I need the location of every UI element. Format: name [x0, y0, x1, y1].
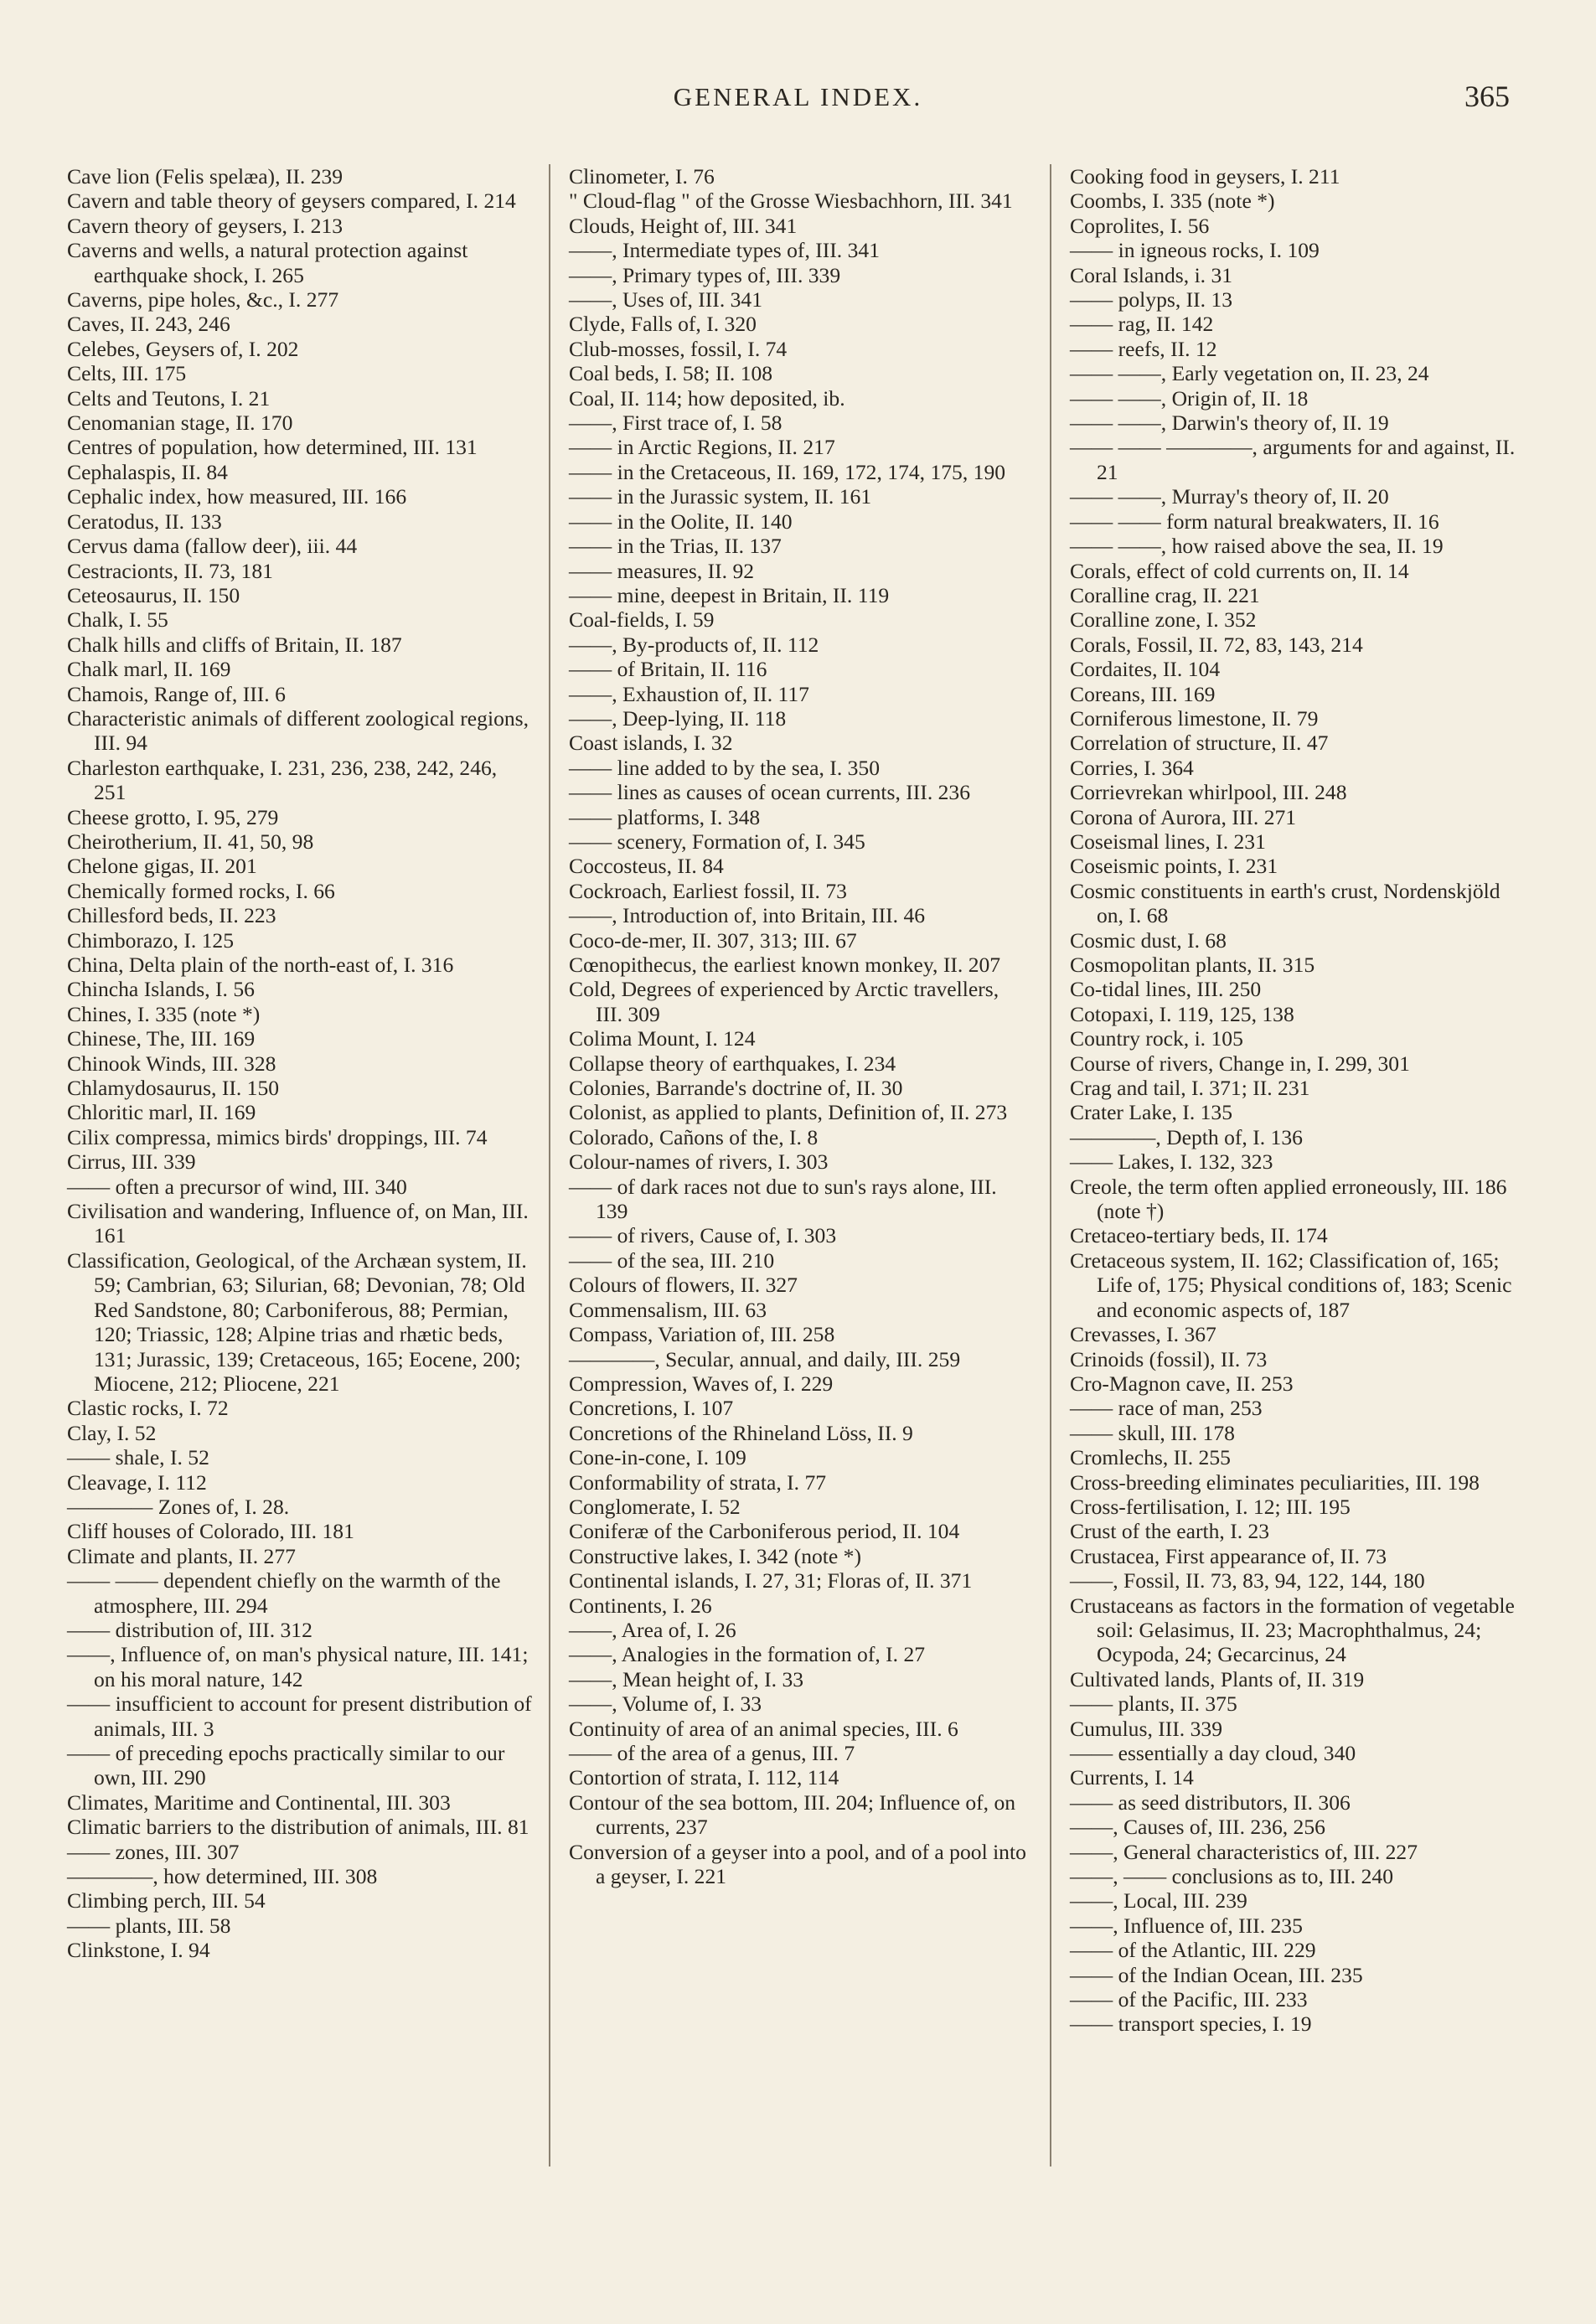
index-entry: ——, First trace of, I. 58 [569, 411, 783, 436]
index-entry: ——, —— conclusions as to, III. 240 [1070, 1864, 1393, 1889]
index-entry: Colour-names of rivers, I. 303 [569, 1149, 829, 1175]
index-entry: Chamois, Range of, III. 6 [67, 681, 286, 706]
index-entry: ——, Influence of, on man's physical nature, III. 141; on his moral nature, 142 [67, 1642, 529, 1691]
index-entry: —— transport species, I. 19 [1070, 2012, 1312, 2037]
index-entry: Chillesford beds, II. 223 [67, 903, 276, 928]
index-entry: Coccosteus, II. 84 [569, 854, 724, 879]
running-title: GENERAL INDEX. [673, 82, 923, 111]
index-entry: Cestracionts, II. 73, 181 [67, 558, 273, 583]
index-entry: Creole, the term often applied erroneously, III. 186 (note †) [1070, 1174, 1507, 1224]
index-entry: Coralline crag, II. 221 [1070, 582, 1260, 607]
index-entry: Cordaites, II. 104 [1070, 657, 1221, 682]
index-entry: Characteristic animals of different zoological regions, III. 94 [67, 705, 529, 756]
index-entry: Concretions of the Rhineland Löss, II. 9 [569, 1420, 913, 1445]
index-entry: Coal beds, I. 58; II. 108 [569, 361, 773, 386]
index-entry: Cockroach, Earliest fossil, II. 73 [569, 878, 847, 903]
index-entry: Cultivated lands, Plants of, II. 319 [1070, 1666, 1365, 1691]
index-entry: —— lines as causes of ocean currents, III. 236 [569, 780, 971, 805]
index-entry: —— in the Oolite, II. 140 [569, 509, 793, 534]
index-entry: Coal-fields, I. 59 [569, 607, 715, 633]
index-entry: Cephalic index, how measured, III. 166 [67, 484, 407, 509]
index-entry: Classification, Geological, of the Archæan system, II. 59; Cambrian, 63; Silurian, 68; Devonian, 78; Old Red Sandstone, 80; Carboniferous, 88; Permian, 120; Triassic, 128; Alpine trias and rhætic beds, 131; Jurassic, 139; Cretaceous, 165; Eocene, 200; Miocene, 212; Pliocene, 221 [67, 1247, 527, 1396]
index-entry: —— of the area of a genus, III. 7 [569, 1741, 855, 1765]
index-entry: Conglomerate, I. 52 [569, 1494, 741, 1519]
index-entry: Ceteosaurus, II. 150 [67, 582, 240, 607]
index-entry: Cirrus, III. 339 [67, 1149, 196, 1175]
index-entry: Collapse theory of earthquakes, I. 234 [569, 1051, 896, 1076]
index-entry: Cervus dama (fallow deer), iii. 44 [67, 534, 358, 559]
index-entry: Corrievrekan whirlpool, III. 248 [1070, 780, 1347, 805]
index-column-3 [1070, 164, 1529, 2037]
index-entry: —— ——, Murray's theory of, II. 20 [1070, 484, 1389, 509]
index-entry: ——, Analogies in the formation of, I. 27 [569, 1642, 926, 1667]
index-entry: ————, Secular, annual, and daily, III. 259 [569, 1346, 961, 1371]
index-entry: —— shale, I. 52 [67, 1445, 209, 1470]
index-entry: ——, By-products of, II. 112 [569, 632, 819, 657]
index-entry: Cumulus, III. 339 [1070, 1716, 1222, 1741]
index-entry: Corniferous limestone, II. 79 [1070, 705, 1319, 731]
index-entry: —— zones, III. 307 [67, 1839, 240, 1864]
index-entry: —— measures, II. 92 [569, 558, 755, 583]
index-entry: ——, Exhaustion of, II. 117 [569, 681, 809, 706]
index-entry: —— mine, deepest in Britain, II. 119 [569, 582, 890, 607]
index-entry: Coral Islands, i. 31 [1070, 262, 1233, 287]
index-entry: Caverns, pipe holes, &c., I. 277 [67, 287, 339, 312]
index-entry: Cross-fertilisation, I. 12; III. 195 [1070, 1494, 1351, 1519]
index-entry: Climate and plants, II. 277 [67, 1543, 296, 1568]
index-entry: Club-mosses, fossil, I. 74 [569, 336, 788, 361]
index-entry: Cheese grotto, I. 95, 279 [67, 804, 279, 829]
index-entry: Celts and Teutons, I. 21 [67, 385, 271, 411]
index-entry: Conformability of strata, I. 77 [569, 1469, 827, 1495]
index-entry: Crevasses, I. 367 [1070, 1322, 1216, 1347]
index-entry: Cavern and table theory of geysers compared, I. 214 [67, 189, 516, 214]
index-entry: ——, Volume of, I. 33 [569, 1691, 762, 1717]
index-entry: —— in the Jurassic system, II. 161 [569, 484, 872, 509]
index-entry: ——, Intermediate types of, III. 341 [569, 238, 880, 263]
index-entry: Cilix compressa, mimics birds' droppings, III. 74 [67, 1124, 488, 1149]
index-entry: Cheirotherium, II. 41, 50, 98 [67, 829, 314, 854]
index-column-1 [67, 164, 533, 1963]
page-header [0, 82, 1596, 124]
index-entry: Concretions, I. 107 [569, 1396, 734, 1421]
index-entry: Chalk, I. 55 [67, 607, 168, 633]
index-entry: Coco-de-mer, II. 307, 313; III. 67 [569, 927, 857, 953]
index-entry: Clinkstone, I. 94 [67, 1938, 210, 1963]
index-entry: Corries, I. 364 [1070, 755, 1194, 780]
index-entry: Celebes, Geysers of, I. 202 [67, 336, 299, 361]
index-entry: Colonist, as applied to plants, Definition of, II. 273 [569, 1100, 1008, 1125]
index-entry: ————, how determined, III. 308 [67, 1864, 378, 1889]
index-entry: —— line added to by the sea, I. 350 [569, 755, 881, 780]
index-entry: —— of preceding epochs practically similar to our own, III. 290 [67, 1741, 505, 1790]
index-entry: Cro-Magnon cave, II. 253 [1070, 1371, 1294, 1396]
index-entry: Caverns and wells, a natural protection against earthquake shock, I. 265 [67, 238, 468, 287]
index-entry: Cretaceo-tertiary beds, II. 174 [1070, 1223, 1328, 1248]
index-entry: Corona of Aurora, III. 271 [1070, 804, 1297, 829]
column-divider [1050, 164, 1051, 2166]
index-entry: Chalk hills and cliffs of Britain, II. 187 [67, 632, 402, 657]
index-entry: Colonies, Barrande's doctrine of, II. 30 [569, 1076, 903, 1101]
index-entry: —— scenery, Formation of, I. 345 [569, 829, 865, 854]
index-entry: Chlamydosaurus, II. 150 [67, 1076, 280, 1101]
index-entry: —— of rivers, Cause of, I. 303 [569, 1223, 837, 1248]
index-entry: Chloritic marl, II. 169 [67, 1100, 256, 1125]
index-entry: Crustaceans as factors in the formation of vegetable soil: Gelasimus, II. 23; Macrophthalmus, 24; Ocypoda, 24; Gecarcinus, 24 [1070, 1593, 1515, 1667]
index-entry: ——, General characteristics of, III. 227 [1070, 1839, 1418, 1864]
index-entry: ——, Primary types of, III. 339 [569, 262, 841, 287]
index-entry: —— in Arctic Regions, II. 217 [569, 435, 835, 460]
index-entry: Coombs, I. 335 (note *) [1070, 189, 1275, 214]
column-divider [549, 164, 550, 2166]
index-entry: Coseismic points, I. 231 [1070, 854, 1278, 879]
index-entry: —— —— form natural breakwaters, II. 16 [1070, 509, 1439, 534]
index-entry: Cosmopolitan plants, II. 315 [1070, 953, 1315, 977]
index-entry: Clouds, Height of, III. 341 [569, 213, 798, 238]
index-entry: —— ——, how raised above the sea, II. 19 [1070, 534, 1444, 559]
index-entry: Chimborazo, I. 125 [67, 927, 235, 953]
index-entry: —— —— ————, arguments for and against, II. 21 [1070, 435, 1516, 484]
index-entry: Chemically formed rocks, I. 66 [67, 878, 335, 903]
index-entry: ——, Local, III. 239 [1070, 1888, 1247, 1913]
index-entry: Centres of population, how determined, III. 131 [67, 435, 478, 460]
index-entry: Clinometer, I. 76 [569, 164, 715, 189]
index-entry: Correlation of structure, II. 47 [1070, 731, 1329, 756]
index-entry: —— platforms, I. 348 [569, 804, 761, 829]
index-entry: —— ——, Early vegetation on, II. 23, 24 [1070, 361, 1429, 386]
index-entry: —— skull, III. 178 [1070, 1420, 1235, 1445]
index-entry: Constructive lakes, I. 342 (note *) [569, 1543, 861, 1568]
index-entry: Clyde, Falls of, I. 320 [569, 312, 757, 337]
index-entry: —— reefs, II. 12 [1070, 336, 1217, 361]
index-entry: Commensalism, III. 63 [569, 1297, 767, 1322]
index-entry: Colorado, Cañons of the, I. 8 [569, 1124, 819, 1149]
index-entry: Cold, Degrees of experienced by Arctic travellers, III. 309 [569, 977, 999, 1026]
index-entry: —— Lakes, I. 132, 323 [1070, 1149, 1273, 1175]
index-entry: ——, Fossil, II. 73, 83, 94, 122, 144, 180 [1070, 1568, 1425, 1593]
index-entry: Cosmic constituents in earth's crust, Nordenskjöld on, I. 68 [1070, 878, 1500, 928]
index-entry: Chinese, The, III. 169 [67, 1026, 256, 1051]
index-entry: Climates, Maritime and Continental, III. 303 [67, 1789, 451, 1815]
index-entry: Cave lion (Felis spelæa), II. 239 [67, 164, 343, 189]
index-entry: Cretaceous system, II. 162; Classification of, 165; Life of, 175; Physical conditions of, 183; Scenic and economic aspects of, 187 [1070, 1247, 1512, 1322]
index-entry: Coseismal lines, I. 231 [1070, 829, 1266, 854]
index-entry: Chinook Winds, III. 328 [67, 1051, 276, 1076]
index-entry: —— of Britain, II. 116 [569, 657, 767, 682]
index-entry: Coralline zone, I. 352 [1070, 607, 1257, 633]
index-entry: —— of the Atlantic, III. 229 [1070, 1938, 1316, 1963]
index-entry: Cœnopithecus, the earliest known monkey, II. 207 [569, 953, 1001, 977]
index-entry: Cone-in-cone, I. 109 [569, 1445, 746, 1470]
index-entry: Cooking food in geysers, I. 211 [1070, 164, 1340, 189]
index-entry: Cavern theory of geysers, I. 213 [67, 213, 343, 238]
index-entry: Contortion of strata, I. 112, 114 [569, 1765, 839, 1790]
index-entry: —— insufficient to account for present distribution of animals, III. 3 [67, 1691, 532, 1741]
index-entry: Contour of the sea bottom, III. 204; Influence of, on currents, 237 [569, 1789, 1016, 1840]
index-entry: —— rag, II. 142 [1070, 312, 1214, 337]
index-entry: Crag and tail, I. 371; II. 231 [1070, 1076, 1310, 1101]
index-entry: Crinoids (fossil), II. 73 [1070, 1346, 1268, 1371]
index-entry: Cromlechs, II. 255 [1070, 1445, 1231, 1470]
page-number: 365 [1464, 80, 1510, 113]
index-entry: —— race of man, 253 [1070, 1396, 1263, 1421]
index-entry: Cross-breeding eliminates peculiarities, III. 198 [1070, 1469, 1480, 1495]
index-entry: Caves, II. 243, 246 [67, 312, 230, 337]
index-entry: China, Delta plain of the north-east of, I. 316 [67, 953, 454, 977]
index-entry: Colours of flowers, II. 327 [569, 1273, 798, 1298]
index-entry: Cleavage, I. 112 [67, 1469, 207, 1495]
index-entry: Climatic barriers to the distribution of animals, III. 81 [67, 1815, 529, 1840]
index-entry: ————, Depth of, I. 136 [1070, 1124, 1303, 1149]
index-entry: ———— Zones of, I. 28. [67, 1494, 290, 1519]
index-entry: Conversion of a geyser into a pool, and of a pool into a geyser, I. 221 [569, 1839, 1026, 1889]
index-entry: ——, Area of, I. 26 [569, 1617, 736, 1642]
index-entry: ——, Causes of, III. 236, 256 [1070, 1815, 1325, 1840]
index-entry: Continuity of area of an animal species, III. 6 [569, 1716, 958, 1741]
index-entry: ——, Influence of, III. 235 [1070, 1913, 1303, 1938]
index-entry: Colima Mount, I. 124 [569, 1026, 756, 1051]
index-entry: Cliff houses of Colorado, III. 181 [67, 1519, 354, 1544]
index-entry: ——, Uses of, III. 341 [569, 287, 763, 312]
index-entry: —— often a precursor of wind, III. 340 [67, 1174, 407, 1199]
index-entry: Co-tidal lines, III. 250 [1070, 977, 1262, 1002]
index-column-2 [569, 164, 1028, 1888]
index-entry: Cenomanian stage, II. 170 [67, 411, 293, 436]
index-entry: Corals, effect of cold currents on, II. 14 [1070, 558, 1409, 583]
index-entry: Chalk marl, II. 169 [67, 657, 231, 682]
index-entry: Clay, I. 52 [67, 1420, 157, 1445]
index-entry: " Cloud-flag " of the Grosse Wiesbachhorn, III. 341 [569, 189, 1013, 214]
index-entry: Continental islands, I. 27, 31; Floras of, II. 371 [569, 1568, 973, 1593]
index-entry: —— essentially a day cloud, 340 [1070, 1741, 1356, 1765]
index-entry: Coast islands, I. 32 [569, 731, 733, 756]
index-entry: —— of the Pacific, III. 233 [1070, 1987, 1308, 2012]
index-entry: —— of the sea, III. 210 [569, 1247, 775, 1273]
index-entry: Corals, Fossil, II. 72, 83, 143, 214 [1070, 632, 1363, 657]
index-entry: Course of rivers, Change in, I. 299, 301 [1070, 1051, 1410, 1076]
index-entry: Cosmic dust, I. 68 [1070, 927, 1227, 953]
index-entry: Crust of the earth, I. 23 [1070, 1519, 1270, 1544]
index-entry: —— in igneous rocks, I. 109 [1070, 238, 1320, 263]
index-entry: —— of dark races not due to sun's rays alone, III. 139 [569, 1174, 997, 1224]
index-entry: —— as seed distributors, II. 306 [1070, 1789, 1351, 1815]
index-entry: Coal, II. 114; how deposited, ib. [569, 385, 845, 411]
index-entry: —— distribution of, III. 312 [67, 1617, 312, 1642]
index-entry: —— polyps, II. 13 [1070, 287, 1233, 312]
index-entry: Cephalaspis, II. 84 [67, 459, 228, 484]
index-entry: —— plants, II. 375 [1070, 1691, 1237, 1717]
index-entry: Coprolites, I. 56 [1070, 213, 1210, 238]
index-entry: ——, Introduction of, into Britain, III. 46 [569, 903, 926, 928]
index-entry: Chelone gigas, II. 201 [67, 854, 257, 879]
index-entry: Charleston earthquake, I. 231, 236, 238, 242, 246, 251 [67, 755, 498, 805]
index-entry: —— ——, Darwin's theory of, II. 19 [1070, 411, 1389, 436]
index-entry: Compass, Variation of, III. 258 [569, 1322, 835, 1347]
index-entry: Coniferæ of the Carboniferous period, II. 104 [569, 1519, 960, 1544]
index-entry: Crater Lake, I. 135 [1070, 1100, 1233, 1125]
index-entry: —— ——, Origin of, II. 18 [1070, 385, 1309, 411]
index-entry: Continents, I. 26 [569, 1593, 712, 1618]
index-entry: Crustacea, First appearance of, II. 73 [1070, 1543, 1387, 1568]
index-entry: Currents, I. 14 [1070, 1765, 1194, 1790]
index-entry: —— —— dependent chiefly on the warmth of the atmosphere, III. 294 [67, 1568, 501, 1618]
index-entry: Climbing perch, III. 54 [67, 1888, 266, 1913]
index-entry: Civilisation and wandering, Influence of, on Man, III. 161 [67, 1199, 529, 1248]
index-entry: ——, Mean height of, I. 33 [569, 1666, 804, 1691]
index-entry: Celts, III. 175 [67, 361, 187, 386]
index-entry: Clastic rocks, I. 72 [67, 1396, 229, 1421]
index-entry: —— plants, III. 58 [67, 1913, 231, 1938]
index-entry: Cotopaxi, I. 119, 125, 138 [1070, 1001, 1294, 1026]
index-entry: —— in the Cretaceous, II. 169, 172, 174, 175, 190 [569, 459, 1006, 484]
index-entry: ——, Deep-lying, II. 118 [569, 705, 787, 731]
index-entry: Country rock, i. 105 [1070, 1026, 1243, 1051]
index-entry: Coreans, III. 169 [1070, 681, 1216, 706]
index-entry: Compression, Waves of, I. 229 [569, 1371, 834, 1396]
index-entry: Chines, I. 335 (note *) [67, 1001, 261, 1026]
index-entry: Chincha Islands, I. 56 [67, 977, 255, 1002]
index-entry: —— in the Trias, II. 137 [569, 534, 782, 559]
index-entry: —— of the Indian Ocean, III. 235 [1070, 1962, 1363, 1987]
index-entry: Ceratodus, II. 133 [67, 509, 222, 534]
